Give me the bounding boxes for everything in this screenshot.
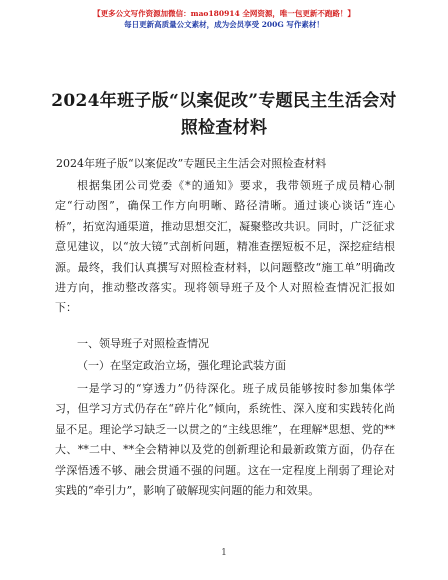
- promo-banner-line2: 每日更新高质量公文素材，成为会员享受 200G 写作素材！: [124, 20, 324, 29]
- intro-paragraph: 根据集团公司党委《*的通知》要求，我带领班子成员精心制定“行动图”，确保工作方向明晰、路径清晰。通过谈心谈话“连心桥”，拓宽沟通渠道，推动思想交汇，凝聚整改共识。同时，广泛征求意见建议，以“放大镜”式剖析问题，精准查摆短板不足，深挖症结根源。最终，我们认真撰写对照检查材料，以问题整改“施工单”明确改进方向，推动整改落实。现将领导班子及个人对照检查情况汇报如下：: [55, 179, 395, 315]
- promo-banner-line1: 【更多公文写作资源加微信：mao180914 全网资源，唯一包更新不跑路！】: [93, 9, 355, 18]
- body-paragraph-1: 一是学习的“穿透力”仍待深化。班子成员能够按时参加集体学习，但学习方式仍存在“碎片化”倾向，系统性、深入度和实践转化尚显不足。理论学习缺乏一以贯之的“主线思维”，在理解*思想、党的**大、**二中、**全会精神以及党的创新理论和最新政策方面，仍存在学深悟透不够、融会贯通不强的问题。这在一定程度上削弱了理论对实践的“牵引力”，影响了破解现实问题的能力和效果。: [55, 382, 395, 498]
- promo-banner: [0, 8, 448, 30]
- section-heading-1: 一、领导班子对照检查情况: [77, 337, 209, 350]
- page-number: 1: [221, 548, 227, 558]
- document-subtitle: 2024年班子版“以案促改”专题民主生活会对照检查材料: [56, 157, 327, 170]
- subsection-heading-1: （一）在坚定政治立场，强化理论武装方面: [77, 359, 286, 372]
- document-title: 2024年班子版“以案促改”专题民主生活会对照检查材料: [51, 91, 397, 138]
